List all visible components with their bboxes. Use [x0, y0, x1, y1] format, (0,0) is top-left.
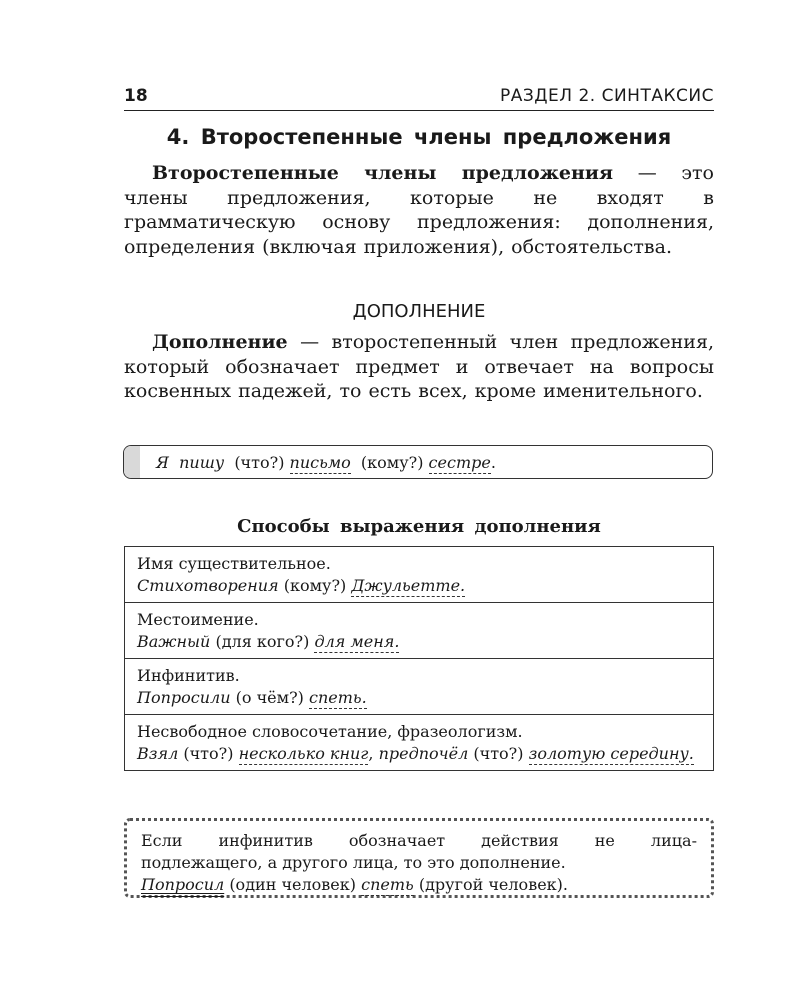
row-label: Инфинитив.: [137, 666, 240, 685]
table-row: [125, 547, 713, 603]
row-question-2: (что?): [473, 744, 524, 763]
row-question: (о чём?): [235, 688, 304, 707]
definition-term: Дополнение: [152, 331, 288, 353]
example-end: .: [490, 453, 496, 472]
row-example: [137, 575, 701, 597]
definition-text: — второстепенный член предложения, который обозначает предмет и отвечает на вопросы косвенных падежей, то есть всех, кроме именительного.: [124, 331, 714, 402]
definition-paragraph: [124, 330, 714, 404]
example-sentence: [156, 453, 496, 472]
note-box: [124, 818, 714, 898]
example-question-1: (что?): [234, 453, 285, 472]
note-text-1: (один человек): [229, 875, 357, 894]
note-object: спеть: [361, 875, 414, 894]
intro-term: Второстепенные члены предложения: [152, 162, 614, 184]
table-row: [125, 715, 713, 770]
row-object: спеть.: [309, 688, 367, 707]
row-example: [137, 687, 701, 709]
row-question: (для кого?): [215, 632, 310, 651]
row-word-2: предпочёл: [378, 744, 469, 763]
table-row: [125, 659, 713, 715]
section-title: РАЗДЕЛ 2. СИНТАКСИС: [499, 86, 714, 106]
row-label: Несвободное словосочетание, фразеологизм.: [137, 722, 523, 741]
note-example: [141, 874, 697, 896]
example-subject: Я: [156, 453, 169, 472]
example-box-bar: [124, 446, 140, 478]
note-text-2: (другой человек).: [418, 875, 568, 894]
row-comma: ,: [368, 744, 374, 763]
table-row: [125, 603, 713, 659]
row-label: Местоимение.: [137, 610, 259, 629]
note-predicate: Попросил: [141, 875, 225, 894]
example-object-2: сестре: [428, 453, 491, 472]
example-object-1: письмо: [289, 453, 351, 472]
row-label: Имя существительное.: [137, 554, 331, 573]
row-example: [137, 631, 701, 653]
subheading: ДОПОЛНЕНИЕ: [352, 301, 486, 322]
page-title: 4. Второстепенные члены предложения: [166, 125, 672, 149]
row-example: [137, 743, 701, 765]
ways-table: [124, 546, 714, 771]
note-line-2: подлежащего, а другого лица, то это дополнение.: [141, 853, 566, 872]
row-question: (что?): [183, 744, 234, 763]
note-line-1: Если инфинитив обозначает действия не лица-: [141, 831, 697, 850]
row-object: несколько книг: [238, 744, 369, 763]
row-word: Взял: [137, 744, 179, 763]
example-predicate: пишу: [179, 453, 225, 472]
example-box: [123, 445, 713, 479]
page-header: [124, 86, 714, 111]
row-word: Попросили: [137, 688, 231, 707]
page-number: 18: [124, 86, 148, 106]
intro-text: — это члены предложения, которые не входят в грамматическую основу предложения: дополнения, определения (включая приложения), обстоятельства.: [124, 162, 714, 258]
row-object-2: золотую середину.: [528, 744, 694, 763]
row-object: Джульетте.: [351, 576, 466, 595]
ways-table-title: Способы выражения дополнения: [237, 516, 601, 537]
row-object: для меня.: [314, 632, 400, 651]
row-question: (кому?): [283, 576, 347, 595]
intro-paragraph: [124, 161, 714, 259]
row-word: Стихотворения: [137, 576, 279, 595]
row-word: Важный: [137, 632, 211, 651]
example-question-2: (кому?): [360, 453, 424, 472]
